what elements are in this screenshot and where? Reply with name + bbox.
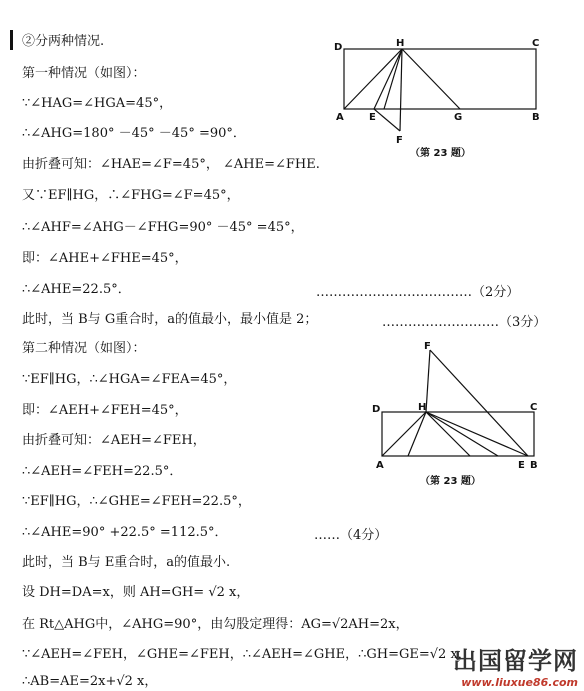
fig2-line-fe <box>430 350 528 456</box>
fig1-label-d: D <box>334 42 343 53</box>
fig1-line-he <box>374 49 402 109</box>
line-19: 设 DH=DA=x，则 AH=GH= √2 x， <box>22 585 250 600</box>
fig1-label-a: A <box>336 112 344 123</box>
fig2-line-hg <box>426 412 470 456</box>
line-8: 即：∠AHE+∠FHE=45°， <box>22 251 188 266</box>
fig2-line-he <box>426 412 528 456</box>
fig1-label-e: E <box>369 112 376 123</box>
fig2-label-d: D <box>372 404 381 415</box>
fig2-label-e: E <box>518 460 525 471</box>
score-mark-2: ………………………………（2分） <box>316 285 520 300</box>
fig1-caption: （第 23 题） <box>410 148 471 159</box>
fig1-label-b: B <box>532 112 540 123</box>
fig2-line-ah <box>382 412 426 456</box>
line-7: ∴∠AHF=∠AHG－∠FHG=90° －45° =45°， <box>22 220 304 235</box>
line-6: 又∵EF∥HG，∴∠FHG=∠F=45°， <box>22 188 240 203</box>
line-11: 第二种情况（如图）： <box>22 341 146 356</box>
line-21: ∵∠AEH=∠FEH，∠GHE=∠FEH，∴∠AEH=∠GHE，∴GH=GE=√2 x， <box>22 647 471 662</box>
line-12: ∵EF∥HG，∴∠HGA=∠FEA=45°， <box>22 372 237 387</box>
figure-2 <box>368 340 558 488</box>
fig2-line-hb <box>426 412 498 456</box>
line-13: 即：∠AEH+∠FEH=45°， <box>22 403 188 418</box>
line-20: 在 Rt△AHG中，∠AHG=90°，由勾股定理得：AG=√2AH=2x， <box>22 617 409 632</box>
fig2-label-b: B <box>530 460 538 471</box>
fig1-label-g: G <box>454 112 463 123</box>
line-18: 此时，当 B与 E重合时，a的值最小. <box>22 555 231 570</box>
line-9: ∴∠AHE=22.5°． <box>22 282 131 297</box>
fig2-label-h: H <box>418 402 427 413</box>
fig2-caption: （第 23 题） <box>420 476 481 487</box>
fig1-line-hg <box>402 49 460 109</box>
line-1: ②分两种情况. <box>22 34 105 49</box>
score-mark-3: ………………………（3分） <box>382 315 547 330</box>
fig1-label-f: F <box>396 135 403 146</box>
line-5: 由折叠可知：∠HAE=∠F=45°， ∠AHE=∠FHE. <box>22 157 320 172</box>
fig1-label-h: H <box>396 38 405 49</box>
line-17: ∴∠AHE=90° +22.5° =112.5°． <box>22 525 228 540</box>
line-14: 由折叠可知：∠AEH=∠FEH， <box>22 433 206 448</box>
watermark-text: 出国留学网 <box>453 647 578 675</box>
fig2-label-c: C <box>530 402 538 413</box>
fig2-line-hf <box>426 350 430 412</box>
score-mark-4: ……（4分） <box>314 528 388 543</box>
line-2: 第一种情况（如图）： <box>22 66 146 81</box>
watermark <box>453 641 578 689</box>
fig2-label-f: F <box>424 341 431 352</box>
fig1-label-c: C <box>532 38 540 49</box>
line-15: ∴∠AEH=∠FEH=22.5°． <box>22 464 183 479</box>
line-22: ∴AB=AE=2x+√2 x， <box>22 674 158 689</box>
line-10: 此时，当 B与 G重合时，a的值最小，最小值是 2； <box>22 312 318 327</box>
fig1-line-hf <box>400 49 402 131</box>
figure-1 <box>332 36 554 164</box>
fig2-line-ha2 <box>408 412 426 456</box>
watermark-url: www.liuxue86.com <box>461 676 578 689</box>
line-4: ∴∠AHG=180° －45° －45° =90°． <box>22 126 246 141</box>
fig2-label-a: A <box>376 460 384 471</box>
margin-bar <box>10 30 13 50</box>
fig1-line-ef <box>374 109 400 131</box>
line-3: ∵∠HAG=∠HGA=45°， <box>22 96 173 111</box>
line-16: ∵EF∥HG，∴∠GHE=∠FEH=22.5°， <box>22 494 251 509</box>
